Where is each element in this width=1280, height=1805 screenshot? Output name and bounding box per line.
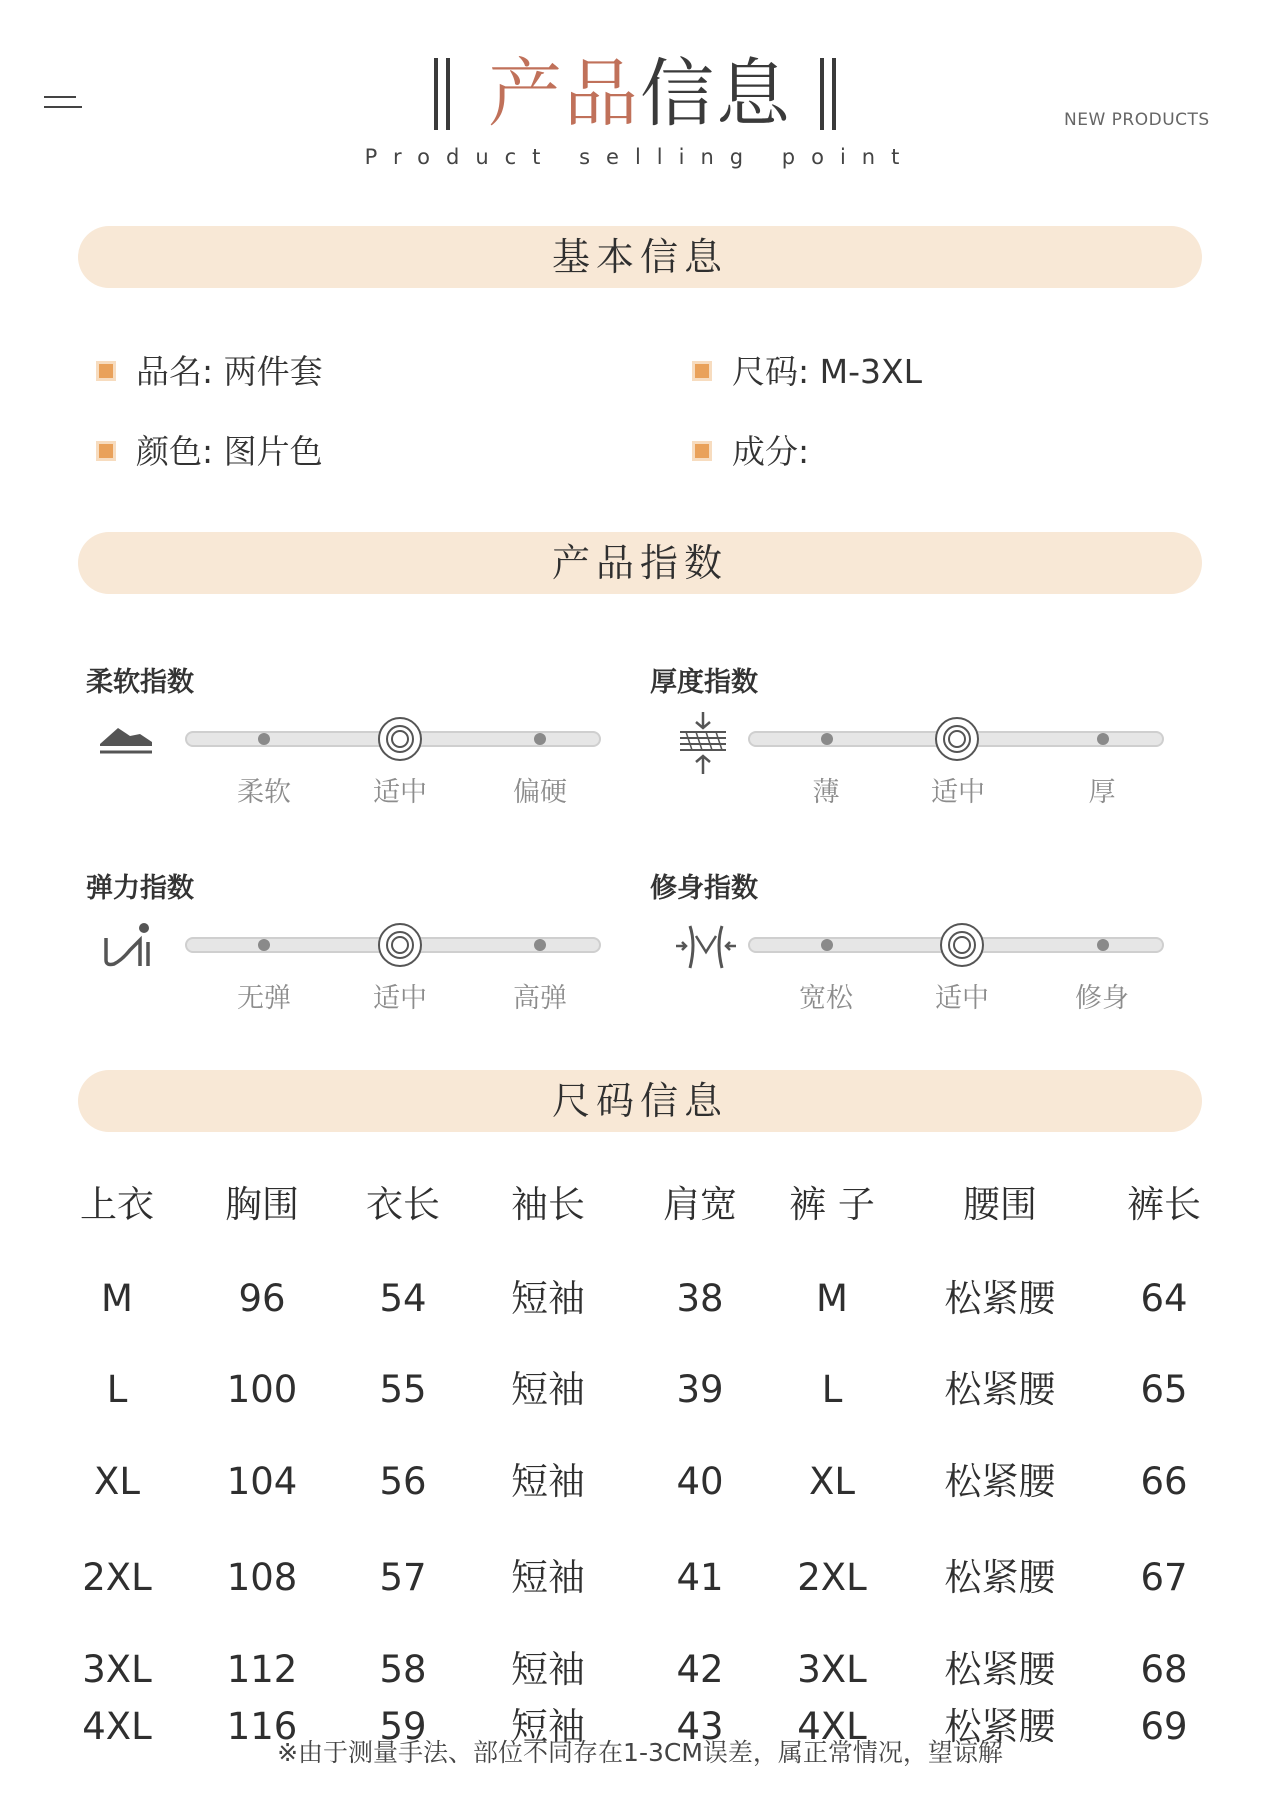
slider-dot: [1097, 939, 1109, 951]
table-cell: 短袖: [511, 1368, 585, 1411]
info-label: 颜色:: [136, 432, 214, 471]
index-title-soft: 柔软指数: [86, 667, 194, 698]
info-label: 品名:: [136, 352, 214, 391]
title-rest: 信息: [640, 51, 792, 137]
table-cell: 松紧腰: [944, 1460, 1056, 1503]
table-cell: L: [821, 1368, 843, 1411]
table-cell: 57: [379, 1556, 427, 1599]
table-header-cell: 衣长: [366, 1183, 440, 1226]
table-cell: 64: [1140, 1277, 1188, 1320]
level-label: 适中: [931, 777, 985, 808]
table-cell: M: [816, 1277, 848, 1320]
title-accent: 产品: [488, 51, 640, 137]
slider-dot: [534, 733, 546, 745]
table-header-cell: 袖长: [511, 1183, 585, 1226]
table-cell: XL: [94, 1460, 140, 1503]
table-cell: XL: [809, 1460, 855, 1503]
level-label: 薄: [812, 777, 840, 808]
table-cell: 96: [238, 1277, 286, 1320]
table-cell: 108: [226, 1556, 298, 1599]
level-label: 适中: [935, 983, 989, 1014]
slider-marker-thickness: [935, 717, 979, 761]
page-subtitle: Product selling point: [364, 145, 916, 169]
table-cell: 3XL: [797, 1648, 867, 1691]
level-label: 无弹: [237, 983, 291, 1014]
level-label: 宽松: [799, 983, 853, 1014]
level-label: 厚: [1088, 777, 1116, 808]
table-cell: 54: [379, 1277, 427, 1320]
measurement-note: ※由于测量手法、部位不同存在1-3CM误差，属正常情况，望谅解: [277, 1738, 1003, 1767]
slider-dot: [821, 733, 833, 745]
table-cell: 2XL: [82, 1556, 152, 1599]
table-cell: 松紧腰: [944, 1277, 1056, 1320]
table-cell: 55: [379, 1368, 427, 1411]
table-cell: 松紧腰: [944, 1648, 1056, 1691]
table-cell: 4XL: [82, 1705, 152, 1748]
level-label: 柔软: [237, 777, 291, 808]
table-cell: L: [106, 1368, 128, 1411]
info-value: M-3XL: [819, 352, 922, 391]
table-cell: 短袖: [511, 1648, 585, 1691]
fit-body-icon: [674, 922, 738, 972]
level-label: 高弹: [513, 983, 567, 1014]
table-header-cell: 肩宽: [663, 1183, 737, 1226]
slider-dot: [534, 939, 546, 951]
table-cell: 56: [379, 1460, 427, 1503]
table-cell: 短袖: [511, 1277, 585, 1320]
bullet-icon: [96, 441, 116, 461]
slider-marker-soft: [378, 717, 422, 761]
table-cell: 松紧腰: [944, 1705, 1056, 1748]
table-header-cell: 腰围: [963, 1183, 1037, 1226]
stretch-icon: [100, 920, 156, 970]
table-cell: 42: [676, 1648, 724, 1691]
table-cell: 短袖: [511, 1460, 585, 1503]
table-cell: 104: [226, 1460, 298, 1503]
table-cell: 58: [379, 1648, 427, 1691]
info-label: 尺码:: [732, 352, 810, 391]
table-cell: 100: [226, 1368, 298, 1411]
slider-dot: [1097, 733, 1109, 745]
index-title-thickness: 厚度指数: [650, 667, 758, 698]
info-item-size: [692, 350, 922, 394]
table-cell: 短袖: [511, 1705, 585, 1748]
table-header-cell: 上衣: [80, 1183, 154, 1226]
slider-dot: [821, 939, 833, 951]
level-label: 修身: [1075, 983, 1129, 1014]
table-cell: 4XL: [797, 1705, 867, 1748]
soft-shoe-icon: [96, 720, 156, 756]
info-item-material: [692, 430, 820, 474]
level-label: 适中: [373, 777, 427, 808]
section-banner-index: 产品指数: [78, 532, 1202, 594]
section-banner-size: 尺码信息: [78, 1070, 1202, 1132]
table-cell: 2XL: [797, 1556, 867, 1599]
table-cell: 3XL: [82, 1648, 152, 1691]
bullet-icon: [692, 361, 712, 381]
bullet-icon: [96, 361, 116, 381]
info-value: 图片色: [223, 432, 323, 471]
table-cell: 68: [1140, 1648, 1188, 1691]
new-products-badge: NEW PRODUCTS: [1064, 110, 1210, 130]
thickness-icon: [676, 710, 730, 776]
info-item-color: [96, 430, 323, 474]
index-title-stretch: 弹力指数: [86, 873, 194, 904]
info-value: 两件套: [223, 352, 323, 391]
table-cell: 松紧腰: [944, 1368, 1056, 1411]
bullet-icon: [692, 441, 712, 461]
level-label: 偏硬: [513, 777, 567, 808]
table-cell: 66: [1140, 1460, 1188, 1503]
slider-marker-fit: [940, 923, 984, 967]
table-cell: 41: [676, 1556, 724, 1599]
table-cell: 短袖: [511, 1556, 585, 1599]
slider-marker-stretch: [378, 923, 422, 967]
index-title-fit: 修身指数: [650, 873, 758, 904]
table-cell: 116: [226, 1705, 298, 1748]
table-cell: 松紧腰: [944, 1556, 1056, 1599]
table-header-cell: 裤长: [1127, 1183, 1201, 1226]
table-cell: M: [101, 1277, 133, 1320]
table-header-cell: 裤 子: [789, 1183, 875, 1226]
table-cell: 59: [379, 1705, 427, 1748]
table-header-cell: 胸围: [225, 1183, 299, 1226]
info-item-name: [96, 350, 323, 394]
slider-dot: [258, 733, 270, 745]
level-label: 适中: [373, 983, 427, 1014]
table-cell: 112: [226, 1648, 298, 1691]
info-label: 成分:: [732, 432, 810, 471]
table-cell: 69: [1140, 1705, 1188, 1748]
table-cell: 43: [676, 1705, 724, 1748]
section-banner-basic: 基本信息: [78, 226, 1202, 288]
table-cell: 40: [676, 1460, 724, 1503]
slider-dot: [258, 939, 270, 951]
table-cell: 39: [676, 1368, 724, 1411]
table-cell: 67: [1140, 1556, 1188, 1599]
table-cell: 38: [676, 1277, 724, 1320]
table-cell: 65: [1140, 1368, 1188, 1411]
